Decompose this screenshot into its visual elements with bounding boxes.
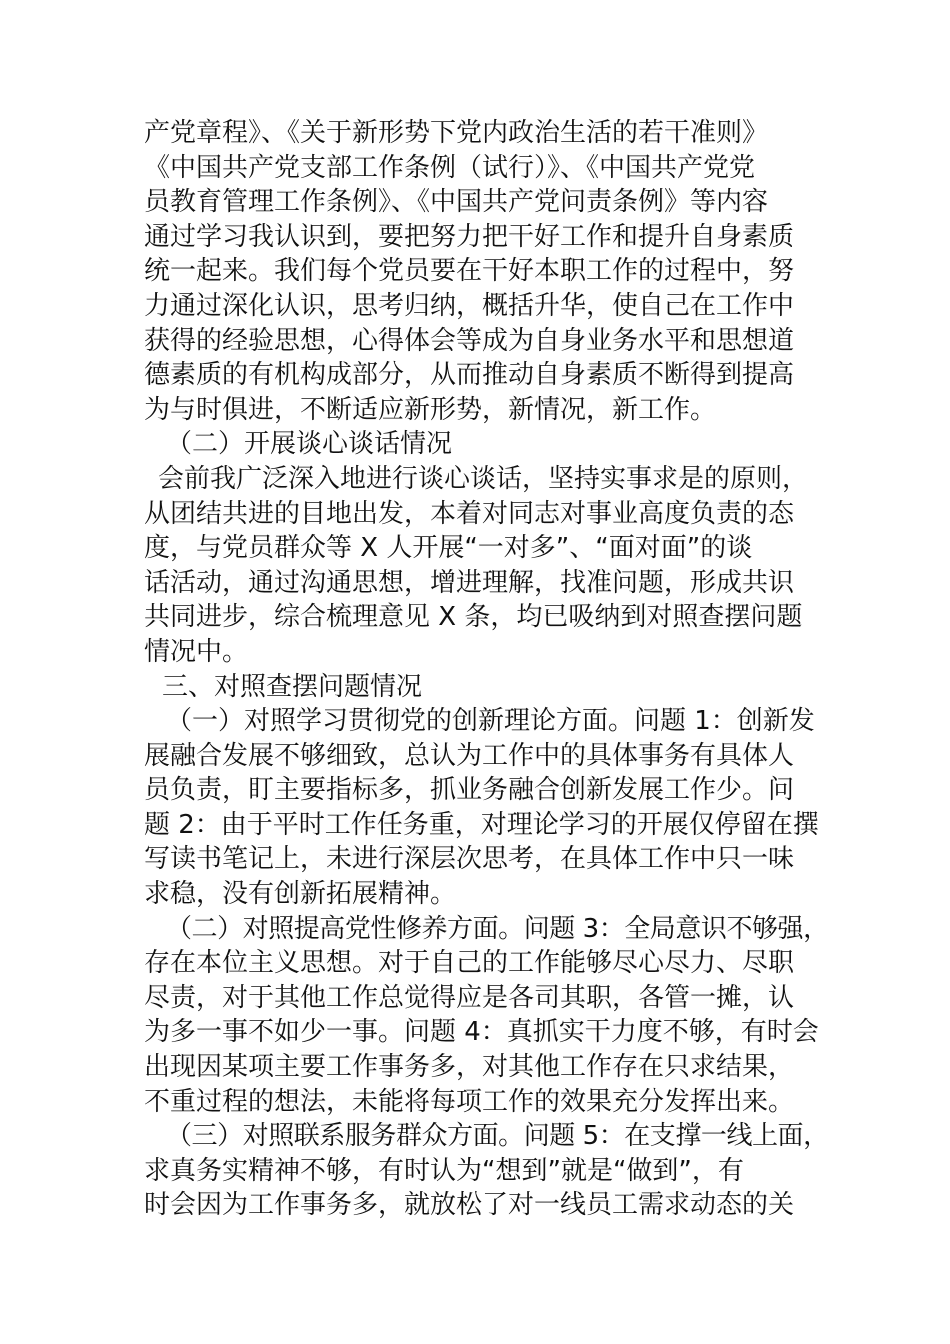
text-line: 出现因某项主要工作事务多，对其他工作存在只求结果， bbox=[144, 1052, 795, 1083]
text-line: 德素质的有机构成部分，从而推动自身素质不断得到提高 bbox=[144, 360, 795, 391]
text-line: 题 2：由于平时工作任务重，对理论学习的开展仅停留在撰 bbox=[144, 809, 819, 840]
text-line: 展融合发展不够细致，总认为工作中的具体事务有具体人 bbox=[144, 740, 795, 771]
text-line: （二）开展谈心谈话情况 bbox=[166, 429, 453, 460]
text-line: 会前我广泛深入地进行谈心谈话，坚持实事求是的原则， bbox=[158, 463, 809, 494]
text-line: 通过学习我认识到，要把努力把干好工作和提升自身素质 bbox=[144, 221, 795, 252]
text-line: （二）对照提高党性修养方面。问题 3：全局意识不够强， bbox=[166, 913, 829, 944]
text-line: 求真务实精神不够，有时认为“想到”就是“做到”，有 bbox=[144, 1155, 744, 1186]
text-line: 从团结共进的目地出发，本着对同志对事业高度负责的态 bbox=[144, 498, 795, 529]
text-line: 三、对照查摆问题情况 bbox=[162, 671, 423, 702]
text-line: 力通过深化认识，思考归纳，概括升华，使自己在工作中 bbox=[144, 290, 795, 321]
text-line: 员负责，盯主要指标多，抓业务融合创新发展工作少。问 bbox=[144, 775, 795, 806]
text-line: 获得的经验思想，心得体会等成为自身业务水平和思想道 bbox=[144, 325, 795, 356]
text-line: 为与时俱进，不断适应新形势，新情况，新工作。 bbox=[144, 394, 717, 425]
text-line: 产党章程》、《关于新形势下党内政治生活的若干准则》 bbox=[144, 118, 769, 148]
text-line: 存在本位主义思想。对于自己的工作能够尽心尽力、尽职 bbox=[144, 948, 795, 979]
text-line: 度，与党员群众等 X 人开展“一对多”、“面对面”的谈 bbox=[144, 533, 753, 564]
document-body bbox=[144, 116, 828, 1223]
text-line: 员教育管理工作条例》、《中国共产党问责条例》等内容 bbox=[144, 187, 769, 218]
text-line: 写读书笔记上，未进行深层次思考，在具体工作中只一味 bbox=[144, 844, 795, 875]
text-line: （一）对照学习贯彻党的创新理论方面。问题 1：创新发 bbox=[166, 706, 815, 737]
text-line: 求稳，没有创新拓展精神。 bbox=[144, 879, 457, 910]
text-line: 为多一事不如少一事。问题 4：真抓实干力度不够，有时会 bbox=[144, 1017, 819, 1048]
text-line: 共同进步，综合梳理意见 X 条，均已吸纳到对照查摆问题 bbox=[144, 602, 803, 633]
text-line: 情况中。 bbox=[144, 636, 249, 667]
text-line: 统一起来。我们每个党员要在干好本职工作的过程中，努 bbox=[144, 256, 795, 287]
text-line: 时会因为工作事务多，就放松了对一线员工需求动态的关 bbox=[144, 1190, 795, 1221]
text-line: 尽责，对于其他工作总觉得应是各司其职，各管一摊，认 bbox=[144, 982, 795, 1013]
text-line: 话活动，通过沟通思想，增进理解，找准问题，形成共识 bbox=[144, 567, 795, 598]
text-line: 《中国共产党支部工作条例（试行）》、《中国共产党党 bbox=[144, 152, 756, 183]
text-line: （三）对照联系服务群众方面。问题 5：在支撑一线上面， bbox=[166, 1121, 829, 1152]
text-line: 不重过程的想法，未能将每项工作的效果充分发挥出来。 bbox=[144, 1086, 795, 1117]
